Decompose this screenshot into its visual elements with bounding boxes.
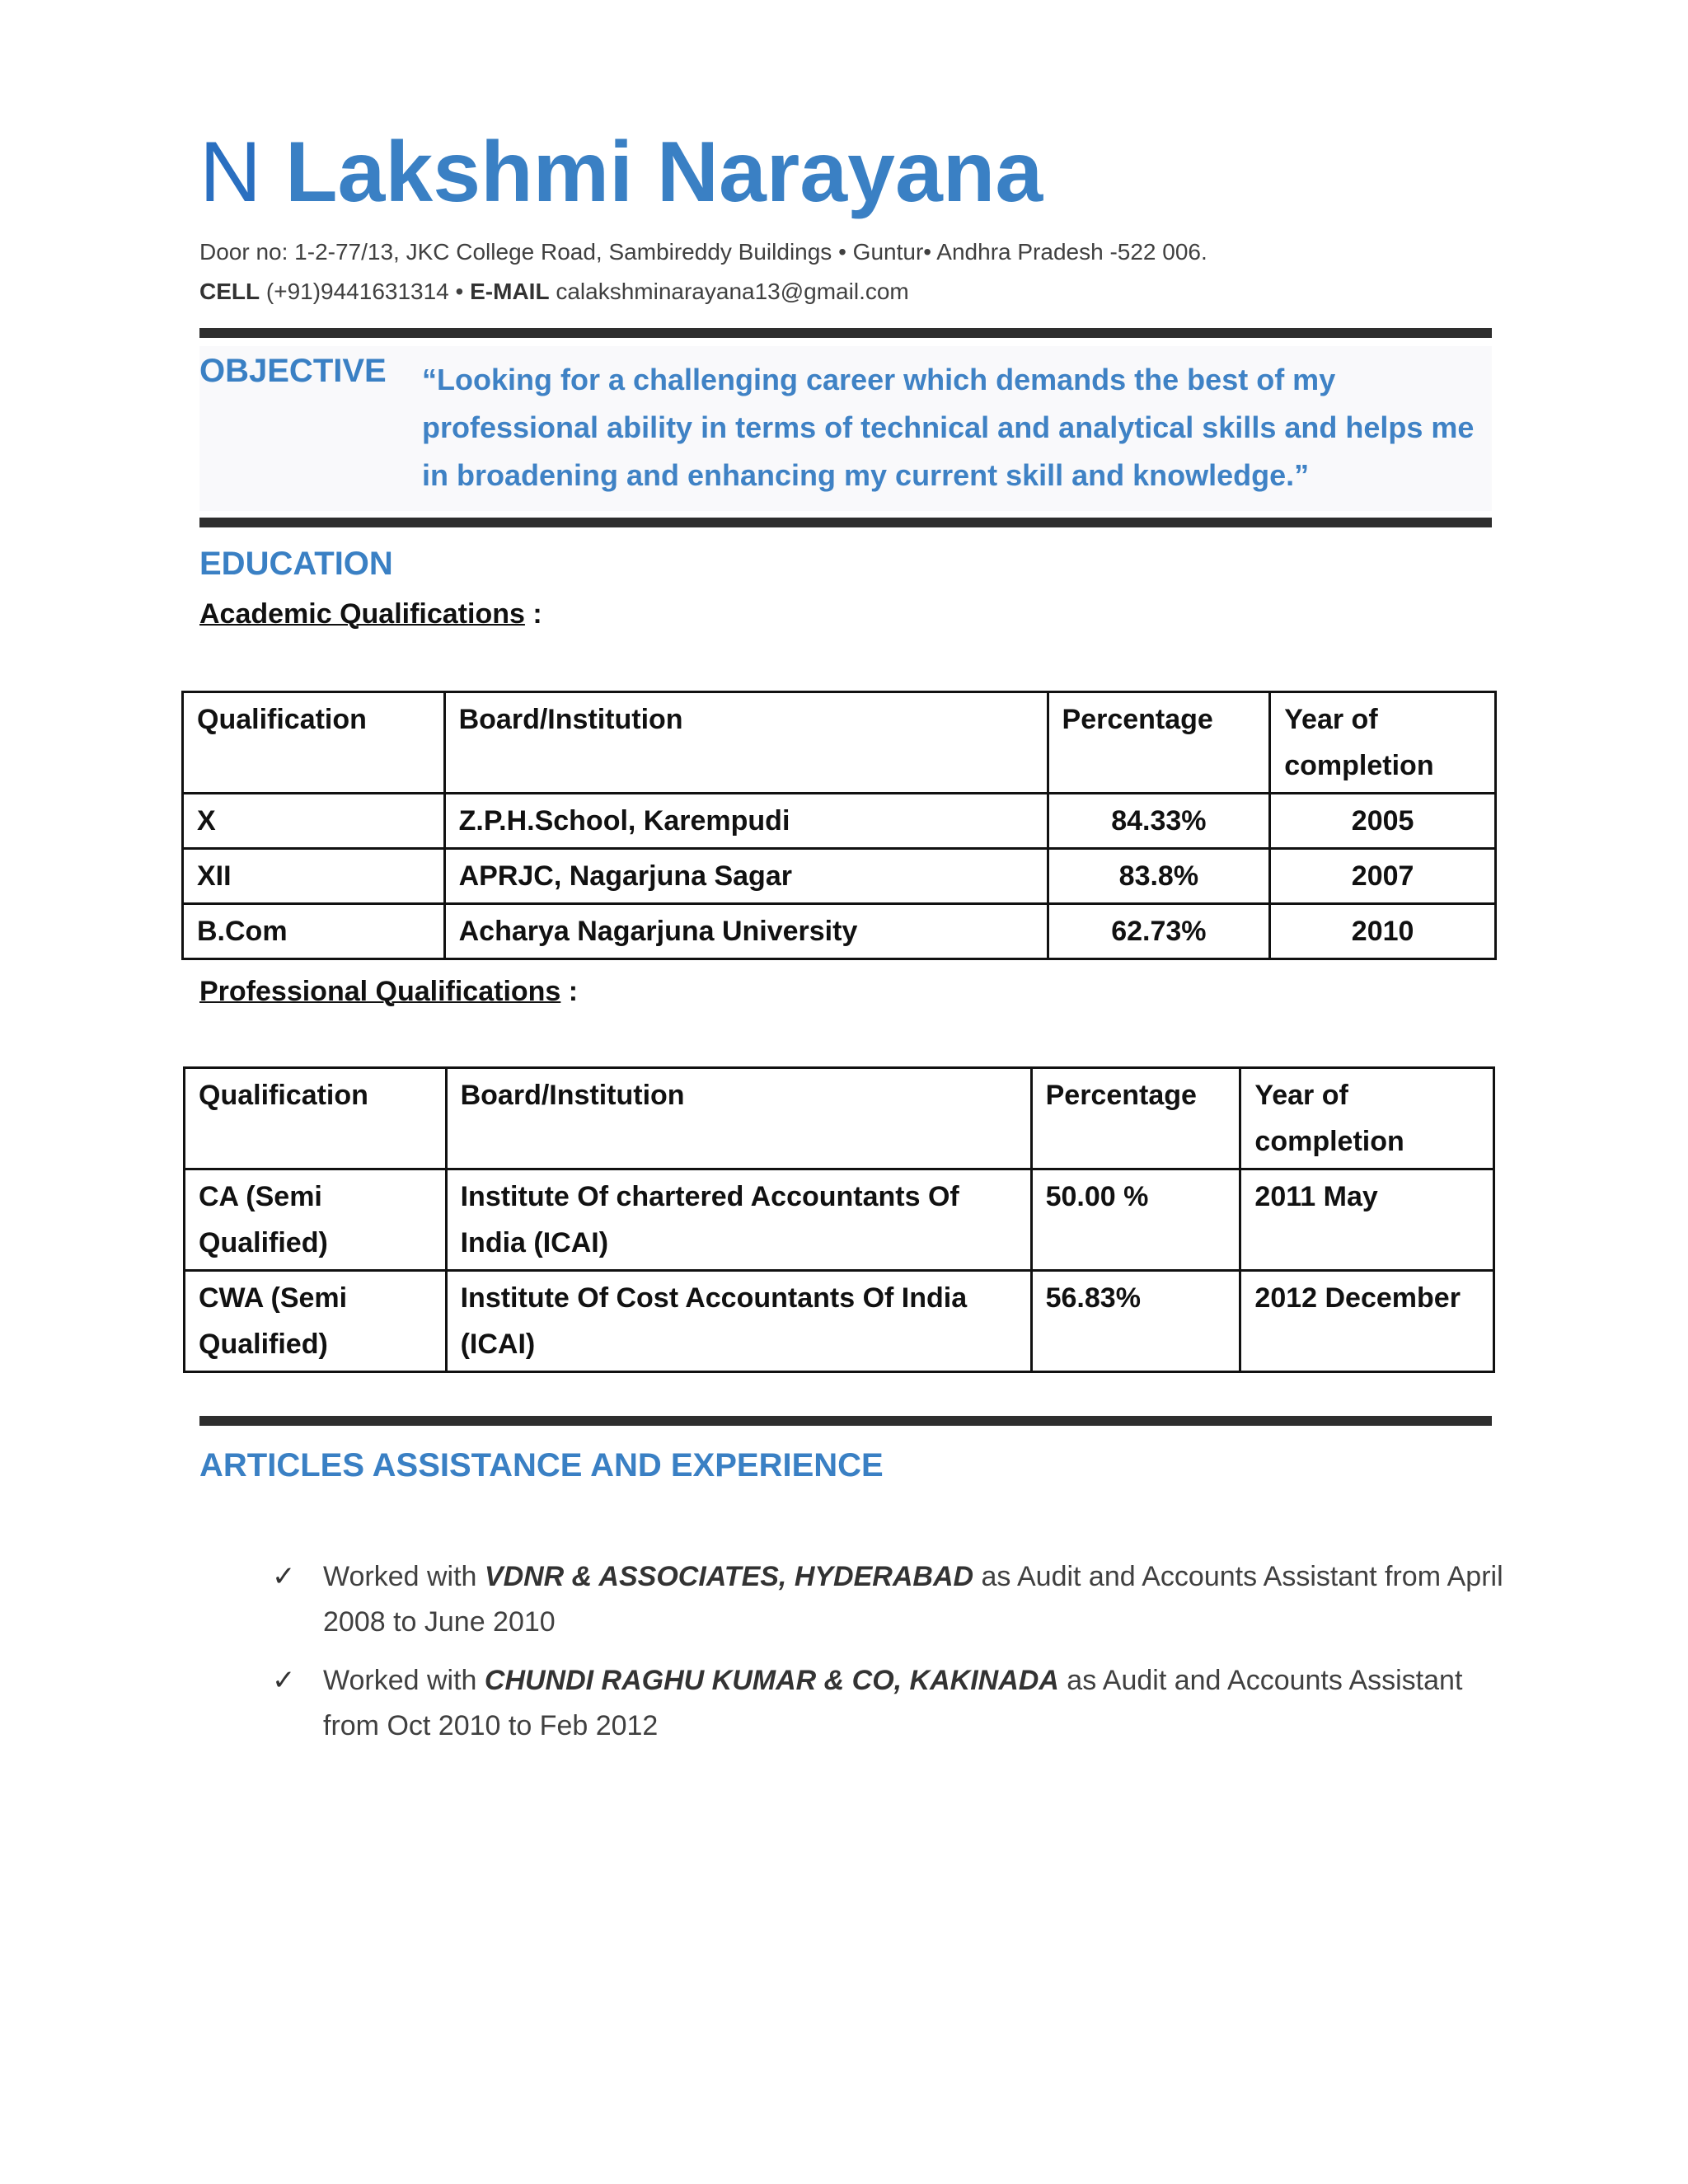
header-cell: Year of completion bbox=[1240, 1068, 1494, 1169]
table-cell: 2007 bbox=[1270, 849, 1496, 904]
name-rest: Lakshmi Narayana bbox=[285, 124, 1043, 220]
cell-label: CELL bbox=[199, 279, 260, 304]
contact-line bbox=[199, 279, 909, 305]
item-pre: Worked with bbox=[323, 1561, 485, 1592]
item-firm: CHUNDI RAGHU KUMAR & CO, KAKINADA bbox=[484, 1665, 1059, 1696]
table-cell: 2011 May bbox=[1240, 1169, 1494, 1271]
objective-title: OBJECTIVE bbox=[199, 353, 387, 389]
academic-table bbox=[181, 691, 1497, 960]
header-cell: Year of completion bbox=[1270, 692, 1496, 794]
header-cell: Qualification bbox=[185, 1068, 447, 1169]
divider-rule bbox=[199, 328, 1492, 338]
header-cell: Qualification bbox=[183, 692, 445, 794]
table-row bbox=[183, 904, 1496, 959]
academic-label: Academic Qualifications bbox=[199, 598, 525, 630]
table-cell: 56.83% bbox=[1031, 1271, 1240, 1372]
email-value: calakshminarayana13@gmail.com bbox=[556, 279, 909, 304]
item-post: as Audit and Accounts Assistant from April 2008 to June 2010 bbox=[323, 1561, 1503, 1638]
table-cell: X bbox=[183, 794, 445, 849]
professional-table bbox=[183, 1066, 1495, 1373]
cell-value: (+91)9441631314 • bbox=[265, 279, 464, 304]
table-cell: 62.73% bbox=[1048, 904, 1270, 959]
checkmark-icon: ✓ bbox=[272, 1665, 296, 1696]
education-title: EDUCATION bbox=[199, 546, 393, 582]
table-cell: Institute Of Cost Accountants Of India (ICAI) bbox=[446, 1271, 1031, 1372]
list-item bbox=[272, 1554, 1508, 1645]
candidate-name bbox=[199, 124, 1043, 223]
table-cell: 50.00 % bbox=[1031, 1169, 1240, 1271]
articles-title: ARTICLES ASSISTANCE AND EXPERIENCE bbox=[199, 1447, 884, 1483]
objective-text: “Looking for a challenging career which demands the best of my professional ability in terms of technical and analytical skills and helps me in broadening and enhancing my current skill and knowledge.” bbox=[422, 363, 1475, 492]
table-cell: 2005 bbox=[1270, 794, 1496, 849]
item-post: as Audit and Accounts Assistant from Oct 2010 to Feb 2012 bbox=[323, 1665, 1463, 1741]
header-cell: Percentage bbox=[1031, 1068, 1240, 1169]
table-header-row bbox=[183, 692, 1496, 794]
table-cell: CWA (Semi Qualified) bbox=[185, 1271, 447, 1372]
table-cell: 83.8% bbox=[1048, 849, 1270, 904]
item-firm: VDNR & ASSOCIATES, HYDERABAD bbox=[484, 1561, 974, 1592]
name-first: N bbox=[199, 124, 262, 220]
table-cell: Acharya Nagarjuna University bbox=[444, 904, 1048, 959]
table-cell: B.Com bbox=[183, 904, 445, 959]
header-cell: Board/Institution bbox=[444, 692, 1048, 794]
table-cell: CA (Semi Qualified) bbox=[185, 1169, 447, 1271]
list-item bbox=[272, 1658, 1508, 1749]
academic-qualifications-heading bbox=[199, 598, 542, 630]
table-row bbox=[183, 849, 1496, 904]
address: Door no: 1-2-77/13, JKC College Road, Sambireddy Buildings • Guntur• Andhra Pradesh -522 006. bbox=[199, 239, 1207, 265]
item-pre: Worked with bbox=[323, 1665, 485, 1696]
table-header-row bbox=[185, 1068, 1494, 1169]
header-cell: Percentage bbox=[1048, 692, 1270, 794]
table-cell: 2010 bbox=[1270, 904, 1496, 959]
table-cell: Z.P.H.School, Karempudi bbox=[444, 794, 1048, 849]
table-cell: Institute Of chartered Accountants Of India (ICAI) bbox=[446, 1169, 1031, 1271]
checkmark-icon: ✓ bbox=[272, 1561, 296, 1592]
professional-label: Professional Qualifications bbox=[199, 976, 561, 1007]
experience-list bbox=[272, 1554, 1508, 1762]
professional-colon: : bbox=[568, 976, 579, 1007]
table-row bbox=[185, 1271, 1494, 1372]
table-cell: 2012 December bbox=[1240, 1271, 1494, 1372]
divider-rule bbox=[199, 518, 1492, 527]
email-label: E-MAIL bbox=[470, 279, 550, 304]
table-cell: 84.33% bbox=[1048, 794, 1270, 849]
table-row bbox=[183, 794, 1496, 849]
divider-rule bbox=[199, 1416, 1492, 1426]
academic-colon: : bbox=[532, 598, 542, 630]
header-cell: Board/Institution bbox=[446, 1068, 1031, 1169]
table-cell: XII bbox=[183, 849, 445, 904]
table-row bbox=[185, 1169, 1494, 1271]
professional-qualifications-heading bbox=[199, 976, 578, 1008]
table-cell: APRJC, Nagarjuna Sagar bbox=[444, 849, 1048, 904]
